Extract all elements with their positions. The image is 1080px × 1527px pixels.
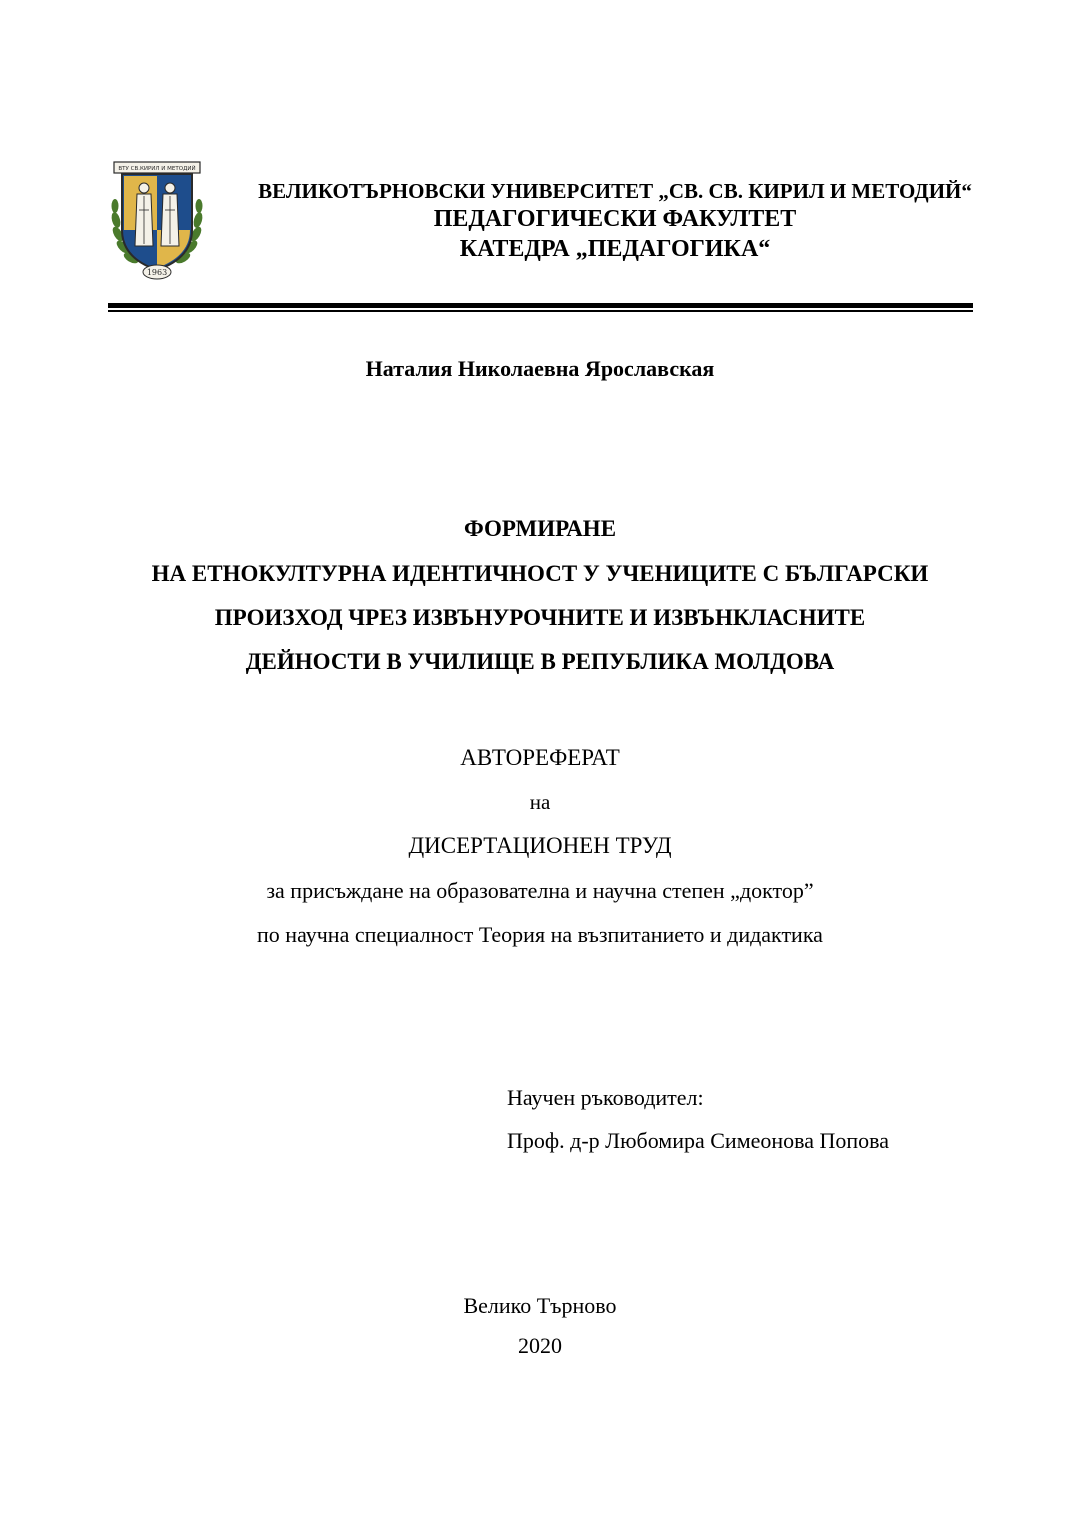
header-divider-thick xyxy=(108,303,973,308)
title-line: ПРОИЗХОД ЧРЕЗ ИЗВЪНУРОЧНИТЕ И ИЗВЪНКЛАСНИТЕ xyxy=(214,605,866,630)
author-name: Наталия Николаевна Ярославская xyxy=(365,356,715,381)
university-crest-icon xyxy=(106,160,208,282)
year: 2020 xyxy=(518,1333,562,1358)
degree-line: за присъждане на образователна и научна степен „доктор” xyxy=(266,878,814,903)
preposition-label: на xyxy=(529,790,551,814)
supervisor-name: Проф. д-р Любомира Симеонова Попова xyxy=(507,1128,890,1153)
header-divider-thin xyxy=(108,310,973,312)
abstract-label: АВТОРЕФЕРАТ xyxy=(460,745,620,770)
crest-year: 1963 xyxy=(146,268,168,277)
specialty-line: по научна специалност Теория на възпитанието и дидактика xyxy=(257,922,823,947)
crest-banner-text: ВТУ СВ.КИРИЛ И МЕТОДИЙ xyxy=(118,166,196,172)
city: Велико Търново xyxy=(463,1293,617,1318)
dissertation-label: ДИСЕРТАЦИОНЕН ТРУД xyxy=(408,833,672,858)
institution-header xyxy=(230,178,1000,264)
title-line: ДЕЙНОСТИ В УЧИЛИЩЕ В РЕПУБЛИКА МОЛДОВА xyxy=(245,649,835,674)
title-line: НА ЕТНОКУЛТУРНА ИДЕНТИЧНОСТ У УЧЕНИЦИТЕ С БЪЛГАРСКИ xyxy=(151,561,929,586)
faculty-name: ПЕДАГОГИЧЕСКИ ФАКУЛТЕТ xyxy=(433,206,797,232)
department-name: КАТЕДРА „ПЕДАГОГИКА“ xyxy=(459,236,771,262)
university-name: ВЕЛИКОТЪРНОВСКИ УНИВЕРСИТЕТ „СВ. СВ. КИРИЛ И МЕТОДИЙ“ xyxy=(258,179,972,203)
supervisor-label: Научен ръководител: xyxy=(507,1085,704,1110)
title-line: ФОРМИРАНЕ xyxy=(463,516,617,541)
